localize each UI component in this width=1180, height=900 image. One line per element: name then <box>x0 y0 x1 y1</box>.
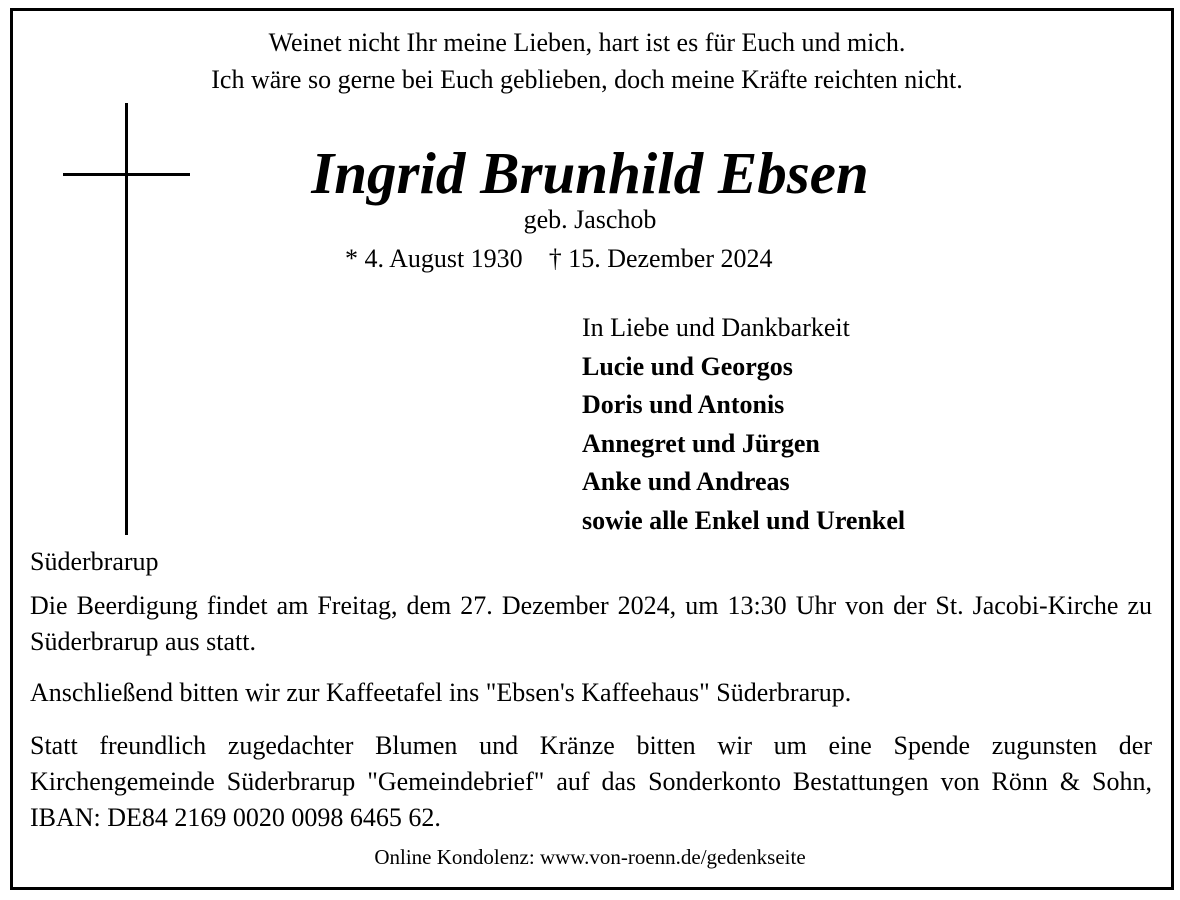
poem <box>0 24 1174 98</box>
deceased-name: Ingrid Brunhild Ebsen <box>311 140 869 206</box>
death-date: † 15. Dezember 2024 <box>548 244 773 273</box>
mourner-name: Lucie und Georgos <box>582 351 793 381</box>
life-dates <box>345 241 773 277</box>
mourner-name: sowie alle Enkel und Urenkel <box>582 505 906 535</box>
poem-line-2: Ich wäre so gerne bei Euch geblieben, doch meine Kräfte reichten nicht. <box>211 65 963 94</box>
cross-icon-vertical-bar <box>125 103 128 535</box>
birth-name: geb. Jaschob <box>523 205 657 234</box>
reception-paragraph: Anschließend bitten wir zur Kaffeetafel ins "Ebsen's Kaffeehaus" Süderbrarup. <box>30 678 852 707</box>
funeral-paragraph: Die Beerdigung findet am Freitag, dem 27. Dezember 2024, um 13:30 Uhr von der St. Jacobi-Kirche zu Süderbrarup aus statt. <box>30 591 1152 656</box>
place-name: Süderbrarup <box>30 547 159 576</box>
donation-paragraph: Statt freundlich zugedachter Blumen und Kränze bitten wir um eine Spende zugunsten der Kirchengemeinde Süderbrarup "Gemeindebrief" auf das Sonderkonto Bestattungen von Rönn & Sohn, IBAN: DE84 2169 0020 0098 6465 62. <box>30 731 1152 832</box>
mourners-intro: In Liebe und Dankbarkeit <box>582 313 850 342</box>
birth-date: * 4. August 1930 <box>345 244 523 273</box>
mourner-name: Anke und Andreas <box>582 467 790 496</box>
mourners-block <box>582 309 905 540</box>
cross-icon-horizontal-bar <box>63 173 190 176</box>
mourner-name: Doris und Antonis <box>582 390 785 419</box>
online-condolence: Online Kondolenz: www.von-roenn.de/gedenkseite <box>374 845 806 869</box>
mourner-name: Annegret und Jürgen <box>582 428 820 458</box>
poem-line-1: Weinet nicht Ihr meine Lieben, hart ist es für Euch und mich. <box>268 28 906 57</box>
